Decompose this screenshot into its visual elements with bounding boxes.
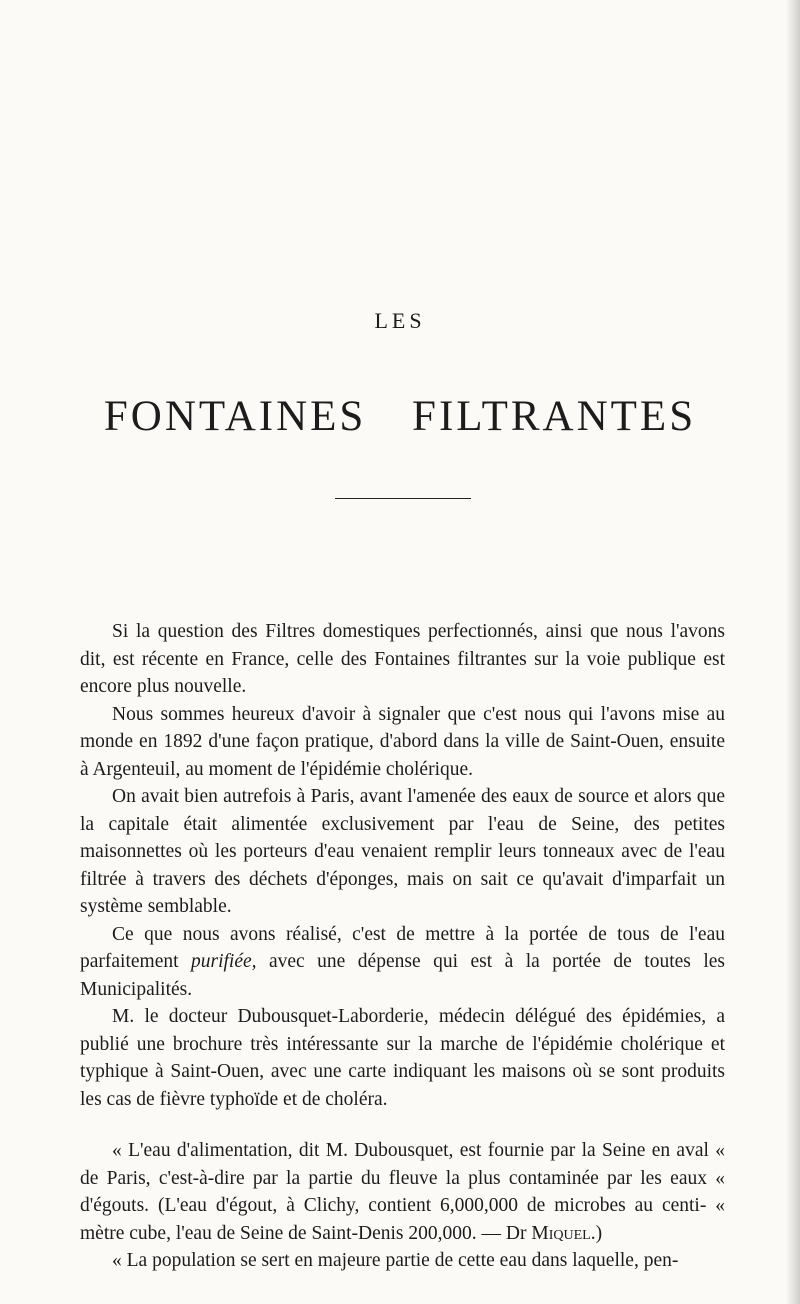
quote-text: « L'eau d'alimentation, dit M. Dubousquet, est fournie par la Seine en aval « de Paris, c'est-à-dire par la partie du fleuve la plus contaminée par les eaux « d'égouts. (L'eau d'égout, à Clichy, contient 6,000,000 de microbes au centi- « mètre cube, l'eau de Seine de Saint-Denis 200,000. — Dr <box>80 1140 725 1244</box>
supertitle: LES <box>374 308 426 333</box>
paragraph-4-end: avec une dépense qui est à la portée de toutes les Municipalités. <box>80 951 725 1000</box>
paragraph-2: Nous sommes heureux d'avoir à signaler que c'est nous qui l'avons mise au monde en 1892 d'une façon pratique, d'abord dans la ville de Saint-Ouen, ensuite à Argenteuil, au moment de l'épidémie cholérique. <box>80 703 725 780</box>
title-rule <box>335 498 471 499</box>
paragraph-5: M. le docteur Dubousquet-Laborderie, médecin délégué des épidémies, a publié une brochure très intéressante sur la marche de l'épidémie cholérique et typhique à Saint-Ouen, avec une carte indiquant les maisons où se sont produits les cas de fièvre typhoïde et de choléra. <box>80 1006 725 1110</box>
paragraph-1: Si la question des Filtres domestiques perfectionnés, ainsi que nous l'avons dit, est récente en France, celle des Fontaines filtrantes sur la voie publique est encore plus nouvelle. <box>80 621 725 697</box>
page-edge-shadow <box>786 0 800 1304</box>
page-title: FONTAINES FILTRANTES <box>103 393 697 440</box>
paragraph-4-emphasis: purifiée, <box>191 951 257 972</box>
paragraph-4 <box>80 921 725 1004</box>
paragraph-4-start: Ce que nous avons réalisé, c'est de mettre à la portée de tous de l'eau parfaitement <box>80 923 725 972</box>
quote-text-end: .) <box>590 1222 603 1244</box>
quote-author: Miquel <box>531 1222 591 1244</box>
paragraph-3: On avait bien autrefois à Paris, avant l'amenée des eaux de source et alors que la capitale était alimentée exclusivement par l'eau de Seine, des petites maisonnettes où les porteurs d'eau venaient remplir leurs tonneaux avec de l'eau filtrée à travers des déchets d'éponges, mais on sait ce qu'avait d'imparfait un système semblable. <box>80 786 725 917</box>
quote-paragraph-2: « La population se sert en majeure partie de cette eau dans laquelle, pen- <box>112 1250 679 1271</box>
quote-paragraph-1 <box>80 1137 725 1247</box>
body-text <box>80 618 725 1275</box>
quotation-block <box>80 1137 725 1275</box>
